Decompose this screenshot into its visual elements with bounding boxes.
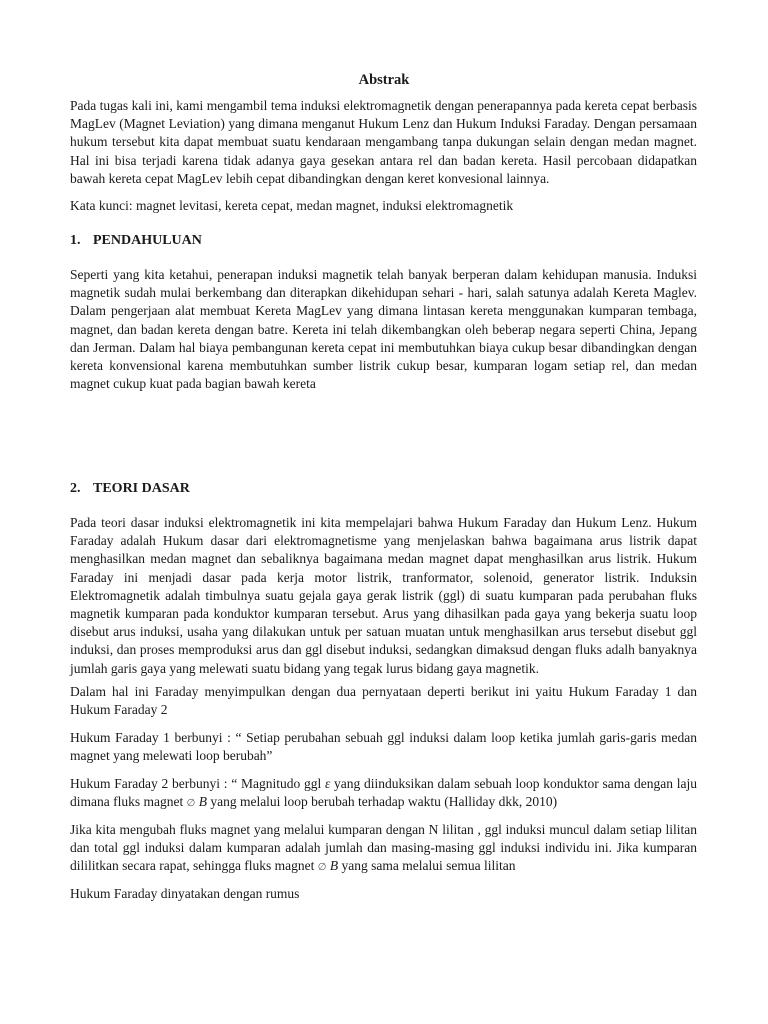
section-2-number: 2. [70, 481, 81, 496]
faraday-law-1: Hukum Faraday 1 berbunyi : “ Setiap perubahan sebuah ggl induksi dalam loop ketika jumlah garis-garis medan magnet yang melewati loop berubah” [70, 730, 697, 764]
paragraph-5-text-b: yang sama melalui semua lilitan [338, 858, 516, 874]
section-2-paragraph-1: Pada teori dasar induksi elektromagnetik ini kita mempelajari bahwa Hukum Faraday dan Hukum Lenz. Hukum Faraday adalah Hukum dasar dari elektromagnetisme yang menjelaskan bahwa bagaimana arus listrik dapat menghasilkan medan magnet dan sebaliknya bagaimana medan magnet dapat menghasilkan arus listrik. Hukum Faraday ini menjadi dasar pada kerja motor listrik, tranformator, solenoid, generator listrik. Induksin Elektromagnetik adalah timbulnya suatu gejala gaya gerak listrik (ggl) di suatu kumparan pada perubahan fluks magnetik kumparan pada konduktor kumparan tersebut. Arus yang dihasilkan pada gaya yang bekerja suatu loop disebut arus induksi, usaha yang dilakukan untuk per satuan muatan untuk menghasilkan arus tersebut disebut ggl induksi, dan proses memproduksi arus dan ggl disebut induksi, sedangkan dimaksud dengan fluks adalh banyaknya jumlah garis gaya yang melewati suatu bidang yang tegak lurus bidang gaya magnetik. [70, 515, 697, 676]
keywords: Kata kunci: magnet levitasi, kereta cepat, medan magnet, induksi elektromagnetik [70, 198, 514, 213]
section-1-number: 1. [70, 233, 81, 248]
faraday-law-2 [70, 775, 697, 813]
flux-subscript-b: B [198, 794, 207, 810]
flux-subscript-b: B [329, 858, 339, 874]
section-2-heading [70, 480, 190, 498]
faraday-law-2-text-a: Hukum Faraday 2 berbunyi : “ Magnitudo ggl [70, 776, 325, 791]
faraday-law-2-text-c: yang melalui loop berubah terhadap waktu (Halliday dkk, 2010) [206, 794, 558, 810]
section-2-paragraph-5 [70, 821, 697, 878]
flux-symbol: ∅ [317, 862, 327, 874]
section-1-heading [70, 232, 202, 250]
emf-symbol: ε [324, 776, 331, 791]
abstract-body: Pada tugas kali ini, kami mengambil tema induksi elektromagnetik dengan penerapannya pada kereta cepat berbasis MagLev (Magnet Leviation) yang dimana menganut Hukum Lenz dan Hukum Induksi Faraday. Dengan persamaan hukum tersebut kita dapat membuat suatu kendaraan mengambang tanpa dukungan selain dengan medan magnet. Hal ini bisa terjadi karena tidak adanya gaya gesekan antara rel dan badan kereta. Hasil percobaan didapatkan bawah kereta cepat MagLev lebih cepat dibandingkan dengan keret konvesional lainnya. [70, 98, 697, 186]
section-2-paragraph-6: Hukum Faraday dinyatakan dengan rumus [70, 886, 300, 901]
section-1-body: Seperti yang kita ketahui, penerapan induksi magnetik telah banyak berperan dalam kehidupan manusia. Induksi magnetik sudah mulai berkembang dan diterapkan dikehidupan sehari - hari, salah satunya adalah Kereta Maglev. Dalam pengerjaan alat membuat Kereta MagLev yang dimana lintasan kereta menggunakan kumparan tembaga, magnet, dan badan kereta dengan batre. Kereta ini telah dikembangkan oleh beberap negara seperti China, Jepang dan Jerman. Dalam hal biaya pembangunan kereta cepat ini membutuhkan biaya cukup besar dibandingkan dengan kereta konvensional karena membutuhkan sumber listrik cukup besar, kumparan logam setiap rel, dan medan magnet cukup kuat pada bagian bawah kereta [70, 267, 697, 392]
faraday-law-2-text-b: yang diinduksikan dalam sebuah loop konduktor sama dengan laju dimana fluks magnet [70, 776, 697, 810]
section-2-paragraph-2: Dalam hal ini Faraday menyimpulkan dengan dua pernyataan deperti berikut ini yaitu Hukum Faraday 1 dan Hukum Faraday 2 [70, 684, 697, 718]
section-2-title: TEORI DASAR [93, 481, 190, 496]
flux-symbol: ∅ [186, 798, 196, 810]
abstract-title: Abstrak [358, 72, 410, 88]
section-1-title: PENDAHULUAN [93, 233, 202, 248]
paragraph-5-text-a: Jika kita mengubah fluks magnet yang melalui kumparan dengan N lilitan , ggl induksi muncul dalam setiap lilitan dan total ggl induksi dalam kumparan adalah jumlah dan masing-masing ggl induksi individu ini. Jika kumparan dililitkan secara rapat, sehingga fluks magnet [70, 822, 697, 874]
